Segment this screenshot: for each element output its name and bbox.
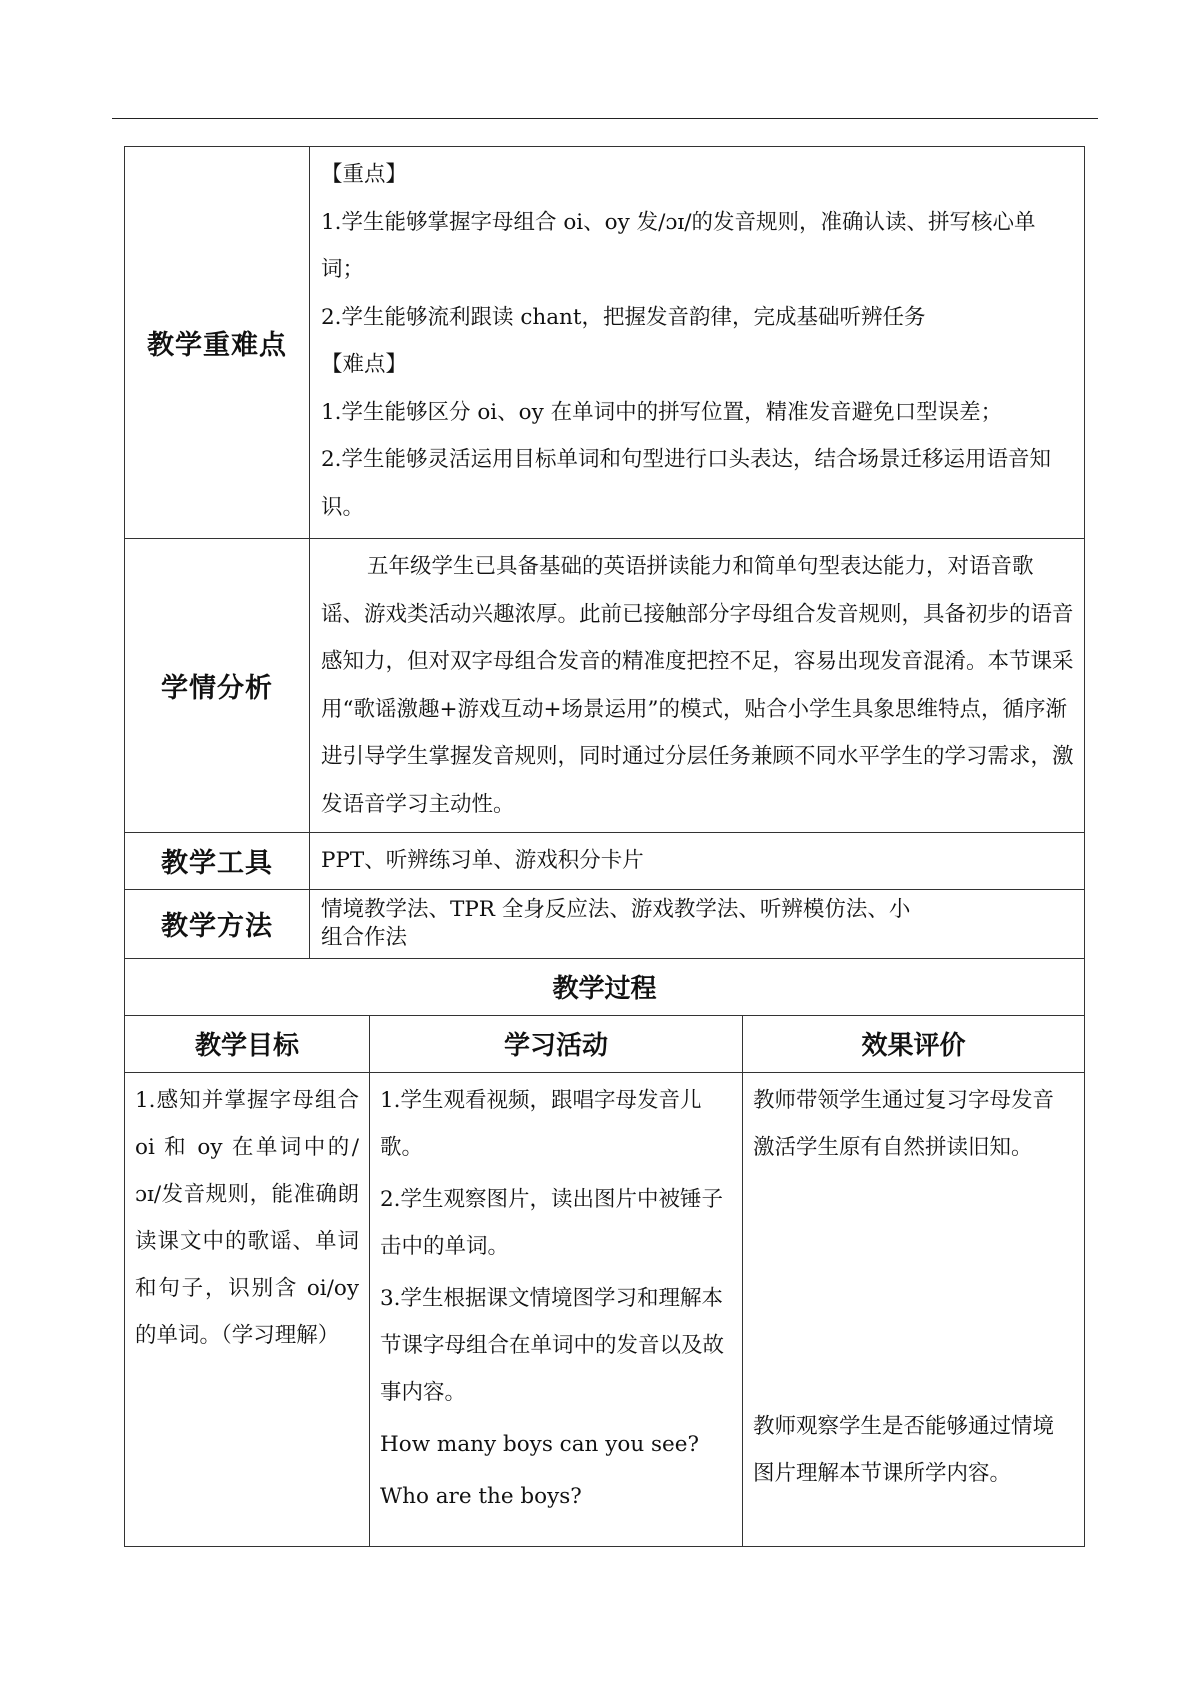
key-item-2: 2.学生能够流利跟读 chant，把握发音韵律，完成基础听辨任务: [321, 304, 926, 330]
process-title: 教学过程: [125, 958, 1085, 1015]
activity-item: 3.学生根据课文情境图学习和理解本节课字母组合在单词中的发音以及故事内容。: [380, 1285, 725, 1405]
activity-item: 2.学生观察图片，读出图片中被锤子击中的单词。: [380, 1186, 724, 1259]
goal-text: 1.感知并掌握字母组合 oi 和 oy 在单词中的/ɔɪ/发音规则，能准确朗读课文中的歌谣、单词和句子，识别含 oi/oy 的单词。（学习理解）: [135, 1087, 359, 1348]
methods-row: [125, 889, 1085, 958]
evaluation-text-1: 教师带领学生通过复习字母发音激活学生原有自然拼读旧知。: [753, 1087, 1055, 1160]
difficult-item-1: 1.学生能够区分 oi、oy 在单词中的拼写位置，精准发音避免口型误差；: [321, 399, 1003, 425]
difficult-heading: 【难点】: [321, 352, 408, 377]
tools-label: 教学工具: [125, 833, 310, 890]
process-row-1: [125, 1072, 1085, 1546]
difficult-item-2: 2.学生能够灵活运用目标单词和句型进行口头表达，结合场景迁移运用语音知识。: [321, 447, 1052, 520]
activity-item: 1.学生观看视频，跟唱字母发音儿歌。: [380, 1087, 702, 1160]
tools-row: [125, 833, 1085, 890]
activity-item: Who are the boys?: [380, 1483, 582, 1509]
process-header-row: [125, 1015, 1085, 1072]
methods-content: [310, 889, 1085, 958]
analysis-content: [310, 539, 1085, 833]
header-rule: [112, 118, 1098, 119]
column-header-goal: 教学目标: [125, 1015, 370, 1072]
lesson-plan-table: [124, 146, 1085, 1547]
tools-text: PPT、听辨练习单、游戏积分卡片: [310, 833, 1085, 890]
evaluation-spacer: [753, 1171, 1074, 1403]
analysis-row: [125, 539, 1085, 833]
analysis-text: 五年级学生已具备基础的英语拼读能力和简单句型表达能力，对语音歌谣、游戏类活动兴趣浓厚。此前已接触部分字母组合发音规则，具备初步的语音感知力，但对双字母组合发音的精准度把控不足，容易出现发音混淆。本节课采用“歌谣激趣+游戏互动+场景运用”的模式，贴合小学生具象思维特点，循序渐进引导学生掌握发音规则，同时通过分层任务兼顾不同水平学生的学习需求，激发语音学习主动性。: [321, 554, 1074, 817]
activity-item: How many boys can you see?: [380, 1431, 700, 1457]
focus-label: 教学重难点: [125, 147, 310, 539]
column-header-evaluation: 效果评价: [743, 1015, 1085, 1072]
goal-cell: [125, 1072, 370, 1546]
focus-content: [310, 147, 1085, 539]
evaluation-cell: [743, 1072, 1085, 1546]
methods-line-2: 组合作法: [321, 924, 408, 950]
activity-cell: [370, 1072, 743, 1546]
methods-label: 教学方法: [125, 889, 310, 958]
column-header-activity: 学习活动: [370, 1015, 743, 1072]
methods-line-1: 情境教学法、TPR 全身反应法、游戏教学法、听辨模仿法、小: [321, 896, 911, 922]
key-heading: 【重点】: [321, 162, 408, 187]
focus-row: [125, 147, 1085, 539]
analysis-label: 学情分析: [125, 539, 310, 833]
evaluation-text-2: 教师观察学生是否能够通过情境图片理解本节课所学内容。: [753, 1413, 1055, 1486]
process-title-row: [125, 958, 1085, 1015]
key-item-1: 1.学生能够掌握字母组合 oi、oy 发/ɔɪ/的发音规则，准确认读、拼写核心单词；: [321, 209, 1036, 282]
